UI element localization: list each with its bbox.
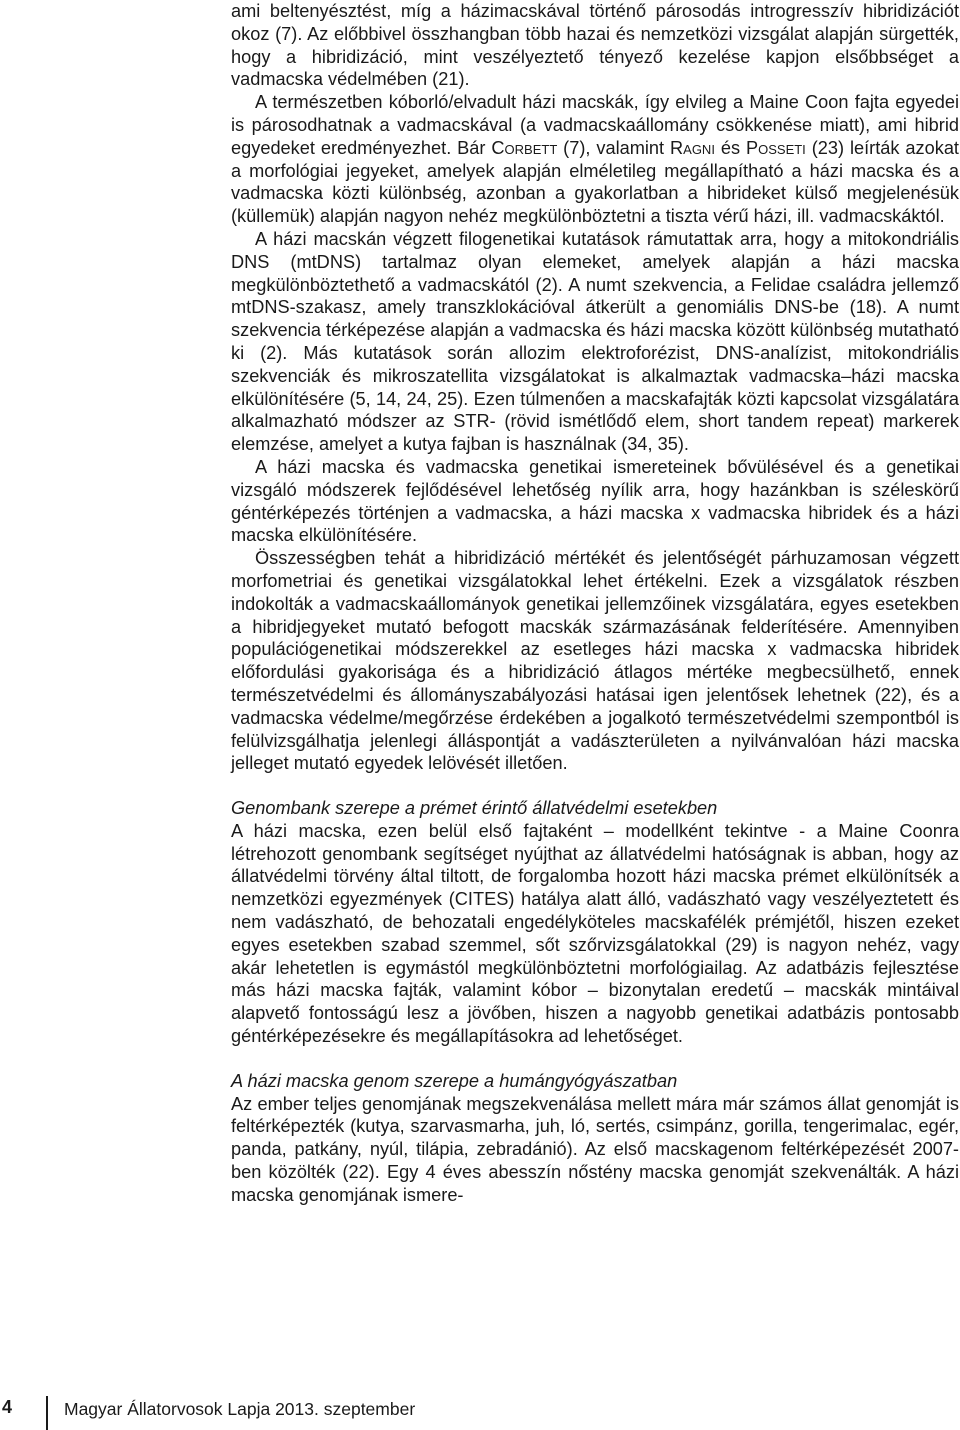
paragraph-genome: Az ember teljes genomjának megszekvenálása mellett mára már számos állat genomját is feltérképezték (kutya, szarvasmarha, juh, ló, sertés, csimpánz, gorilla, tengerimalac, egér, panda, patkány, nyúl, tilápia, zebradánió). Az első macskagenom feltérképezését 2007-ben közölték (22). Egy 4 éves abesszín nőstény macska genomját szekvenálták. A házi macska genomjának ismere- — [231, 1093, 959, 1205]
paragraph-continued: ami beltenyésztést, míg a házimacskával történő párosodás introgresszív hibridizációt okoz (7). Az előbbivel összhangban több hazai és nemzetközi vizsgálat alapján sürgették, hogy a hibridizáció, mint veszélyeztető tényező kezelése kapjon elsőbbséget a vadmacska védelmében (21). — [231, 1, 959, 90]
section-heading-genombank: Genombank szerepe a prémet érintő állatvédelmi esetekben — [231, 798, 718, 819]
paragraph-text: és — [714, 137, 746, 158]
footer-divider — [46, 1396, 48, 1430]
author-name: Corbett — [491, 137, 558, 158]
paragraph-summary: Összességben tehát a hibridizáció mértékét és jelentőségét párhuzamosan végzett morfometriai és genetikai vizsgálatokkal lehet értékelni. Ezek a vizsgálatok részben indokolták a vadmacskaállományok genetikai jellemzőinek vizsgálatára, egyes esetekben a hibridjegyeket mutató befogott macskák származásának felderítésére. Amennyiben populációgenetikai módszerekkel az esetleges házi macska x vadmacska hibridek előfordulási gyakorisága és a hibridizáció átlagos mértéke megbecsülhető, ennek természetvédelmi és állományszabályozási hatásai igen jelentősek lehetnek (22), és a vadmacska védelme/megőrzése érdekében a jogalkotó természetvédelmi szempontból is felülvizsgálhatja jelenlegi álláspontját a vadászterületen a nyilvánvalóan házi macska jelleget mutató egyedek lelövését illetően. — [231, 548, 959, 774]
paragraph-genombank: A házi macska, ezen belül első fajtaként – modellként tekintve - a Maine Coonra létrehozott genombank segítséget nyújthat az állatvédelmi hatóságnak is abban, hogy az állatvédelmi törvény által tiltott, de forgalomba hozott házi macska prémet elkülönítsék a nemzetközi egyezmények (CITES) hatálya alatt álló, vadászható vagy veszélyeztetett és nem vadászható, de behozatali engedélyköteles macskafélék prémjétől, hiszen ezeket egyes esetekben szabad szemmel, sőt szőrvizsgálatokkal (29) is nagyon nehéz, vagy akár lehetetlen is egymástól megkülönböztetni morfológiailag. Az adatbázis fejlesztése más házi macska fajták, valamint kóbor – bizonytalan eredetű – macskák mintáival alapvető fontosságú lesz a jövőben, hiszen a nagyobb genetikai adatbázis pontosabb géntérképezésekre és megállapításokra ad lehetőséget. — [231, 820, 959, 1047]
paragraph-text: A természetben kóborló/elvadult házi macskák, így elvileg a Maine Coon fajta egyedei is párosodhatnak a vadmacskával (a vadmacskaállomány csökkenése miatt), ami hibrid egyedeket eredményezhet. Bár — [231, 92, 959, 158]
author-name: Ragni — [670, 137, 715, 158]
article-column — [231, 0, 959, 1207]
page-footer — [0, 1396, 500, 1426]
paragraph-text: (7), valamint — [557, 137, 671, 158]
page-number: 4 — [2, 1397, 13, 1417]
paragraph-phylogenetics: A házi macskán végzett filogenetikai kutatások rámutattak arra, hogy a mitokondriális DNS (mtDNS) tartalmaz olyan elemeket, amelyek alapján a házi macska megkülönböztethető a vadmacskától (2). A numt szekvencia, a Felidae családra jellemző mtDNS-szakasz, amely transzklokációval átkerült a genomiális DNS-be (18). A numt szekvencia térképezése alapján a vadmacska és házi macska között különbség mutatható ki (2). Más kutatások során allozim elektroforézist, DNS-analízist, mitokondriális szekvenciák és mikroszatellita vizsgálatokat is alkalmaztak vadmacska–házi macska elkülönítésére (5, 14, 24, 25). Ezen túlmenően a macskafajták közti kapcsolat vizsgálatára alkalmazható módszer az STR- (rövid ismétlődő elem, short tandem repeat) markerek elemzése, amelyet a kutya fajban is használnak (34, 35). — [231, 228, 959, 455]
paragraph-text: (23) leírták azokat a morfológiai jegyeket, amelyek alapján elméletileg megállapítható a házi macska és a vadmacska közti különbség, azonban a gyakorlatban a hibrideket külső megjelenésük (küllemük) alapján nagyon nehéz megkülönböztetni a tiszta vérű házi, ill. vadmacskáktól. — [231, 137, 959, 227]
journal-title: Magyar Állatorvosok Lapja 2013. szeptember — [64, 1399, 416, 1419]
paragraph-genetic-knowledge: A házi macska és vadmacska genetikai ismereteinek bővülésével és a genetikai vizsgáló módszerek fejlődésével lehetőség nyílik arra, hogy hazánkban is széleskörű géntérképezés történjen a vadmacska, a házi macska x vadmacska hibridek és a házi macska elkülönítésére. — [231, 456, 959, 546]
paragraph-hybrid-morphology — [231, 91, 959, 228]
section-heading-human-medicine: A házi macska genom szerepe a humángyógyászatban — [231, 1070, 678, 1091]
author-name: Posseti — [745, 137, 806, 158]
